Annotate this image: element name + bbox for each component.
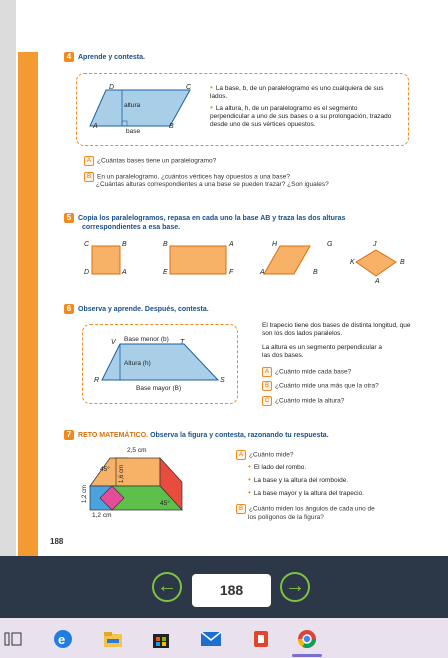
square-vertex-a: A: [122, 269, 127, 276]
section-7-title: 7 RETO MATEMÁTICO. Observa la figura y contesta, razonando tu respuesta.: [64, 430, 329, 440]
rect-vertex-f: F: [229, 269, 234, 276]
parallelograms-figure: [80, 238, 420, 288]
file-explorer-icon[interactable]: [102, 628, 124, 650]
arrow-left-icon: ←: [157, 575, 177, 597]
rhombus-vertex-k: K: [350, 259, 355, 266]
par-vertex-h: H: [272, 241, 278, 248]
question-7a: A ¿Cuánto mide?: [236, 450, 293, 460]
dim-left: 1,2 cm: [82, 484, 89, 504]
trap-vertex-t: T: [180, 339, 185, 346]
section-4-title: [64, 52, 145, 62]
par-vertex-b: B: [313, 269, 318, 276]
question-6a: A ¿Cuánto mide cada base?: [262, 367, 351, 377]
question-4b: B En un paralelogramo, ¿cuántos vértices hay opuestos a una base?: [84, 172, 290, 182]
active-app-indicator: [292, 654, 322, 657]
edge-icon[interactable]: [52, 628, 74, 650]
section-title-text: Aprende y contesta.: [78, 53, 145, 61]
label-base-menor: Base menor (b): [124, 336, 169, 343]
trapecio-text-2: La altura es un segmento perpendicular a las dos bases.: [262, 344, 382, 359]
rect-vertex-e: E: [163, 269, 168, 276]
page-number-input[interactable]: 188: [192, 574, 271, 607]
rhombus-vertex-b: B: [400, 259, 405, 266]
trap-vertex-v: V: [111, 339, 116, 346]
rect-vertex-a: A: [229, 241, 234, 248]
svg-text:e: e: [58, 632, 66, 647]
page-margin-bar: [18, 52, 38, 556]
label-altura: altura: [124, 102, 141, 109]
arrow-right-icon: →: [285, 575, 305, 597]
challenge-figure: [86, 450, 186, 514]
angle-2: 45°: [160, 500, 170, 507]
rhombus-vertex-j: J: [373, 241, 377, 248]
bullet-2: • La altura, h, de un paralelogramo es el segmento perpendicular a uno de sus bases o a su prolongación, trazado desde uno de sus vértices opuestos.: [210, 103, 392, 128]
question-7b: B ¿Cuánto miden los ángulos de cada uno de: [236, 504, 375, 514]
label-altura-trapecio: Altura (h): [124, 360, 151, 367]
dim-top: 2,5 cm: [127, 447, 147, 454]
page-number: 188: [50, 537, 64, 546]
label-base-mayor: Base mayor (B): [136, 385, 182, 392]
par-vertex-g: G: [327, 241, 333, 248]
item-7a-1: • El lado del rombo.: [248, 462, 307, 471]
question-6c: C ¿Cuánto mide la altura?: [262, 396, 344, 406]
trap-vertex-s: S: [220, 377, 225, 384]
chrome-icon[interactable]: [296, 628, 318, 650]
trap-vertex-r: R: [94, 377, 100, 384]
next-page-button[interactable]: [280, 572, 310, 602]
question-7b-line2: los polígonos de la figura?: [248, 514, 324, 521]
store-icon[interactable]: [150, 628, 172, 650]
task-view-icon[interactable]: [2, 628, 24, 650]
item-7a-3: • La base mayor y la altura del trapecio.: [248, 488, 365, 497]
section-number: 4: [64, 52, 74, 62]
bullet-1: • La base, b, de un paralelogramo es uno cualquiera de sus lados.: [210, 83, 384, 100]
label-base: base: [126, 128, 141, 135]
dim-middle: 1,6 cm: [119, 464, 126, 484]
previous-page-button[interactable]: [152, 572, 182, 602]
vertex-b: B: [169, 123, 174, 130]
section-5-title-line2: correspondientes a esa base.: [82, 224, 181, 231]
square-vertex-b: B: [122, 241, 127, 248]
section-6-title: 6 Observa y aprende. Después, contesta.: [64, 304, 209, 314]
rect-vertex-b: B: [163, 241, 168, 248]
par-vertex-a: A: [260, 269, 265, 276]
mail-icon[interactable]: [200, 628, 222, 650]
question-4b-line2: ¿Cuántas alturas correspondientes a una base se pueden trazar? ¿Son iguales?: [96, 181, 329, 188]
angle-1: 45°: [100, 466, 110, 473]
question-4a: A ¿Cuántas bases tiene un paralelogramo?: [84, 156, 216, 166]
question-6b: B ¿Cuánto mide una más que la otra?: [262, 381, 379, 391]
item-7a-2: • La base y la altura del romboide.: [248, 475, 349, 484]
vertex-a: A: [93, 123, 98, 130]
dim-bottom: 1,2 cm: [92, 512, 112, 519]
rhombus-vertex-a: A: [375, 278, 380, 285]
vertex-d: D: [109, 84, 115, 91]
trapecio-text-1: El trapecio tiene dos bases de distinta longitud, que son los dos lados paralelos.: [262, 322, 411, 337]
vertex-c: C: [186, 84, 192, 91]
section-5-title: 5 Copia los paralelogramos, repasa en cada uno la base AB y traza las dos alturas: [64, 213, 394, 223]
office-icon[interactable]: [250, 628, 272, 650]
square-vertex-d: D: [84, 269, 90, 276]
square-vertex-c: C: [84, 241, 90, 248]
